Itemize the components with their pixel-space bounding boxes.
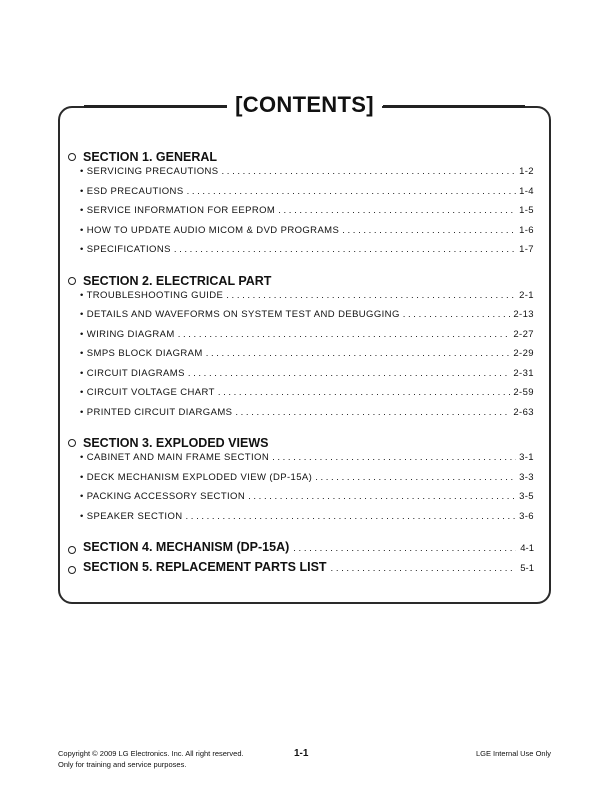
section-heading: [68, 148, 534, 166]
toc-entry-label: • WIRING DIAGRAM: [80, 328, 175, 340]
toc-entry-page: 2-63: [513, 406, 534, 418]
toc-entry-page: 2-13: [513, 309, 534, 320]
toc-entry-page: 1-2: [519, 166, 534, 177]
circle-bullet-icon: [68, 566, 76, 574]
leader-dots: [293, 543, 516, 554]
toc-entry[interactable]: [68, 407, 534, 427]
toc-entry[interactable]: [68, 225, 534, 245]
section-3: [68, 434, 534, 530]
section-heading-text: SECTION 4. MECHANISM (DP-15A): [83, 540, 290, 554]
toc-entry-page: 2-27: [513, 328, 534, 340]
section-heading-text: SECTION 5. REPLACEMENT PARTS LIST: [83, 560, 327, 574]
toc-entry-label: • SERVICING PRECAUTIONS: [80, 166, 219, 177]
toc-section-4[interactable]: [68, 540, 534, 560]
footer-page-number: 1-1: [294, 748, 309, 759]
toc-entry[interactable]: [68, 348, 534, 368]
toc-entry-label: • CIRCUIT DIAGRAMS: [80, 367, 185, 379]
copyright-line-2: Only for training and service purposes.: [58, 760, 187, 769]
toc-entry[interactable]: [68, 452, 534, 472]
toc-entry-page: 1-6: [519, 224, 534, 236]
leader-dots: [278, 205, 516, 216]
toc-entry[interactable]: [68, 472, 534, 492]
toc-entry[interactable]: [68, 491, 534, 511]
toc-entry[interactable]: [68, 290, 534, 310]
contents-list: [68, 140, 534, 580]
toc-entry-page: 1-5: [519, 205, 534, 216]
leader-dots: [188, 368, 511, 379]
circle-bullet-icon: [68, 153, 76, 161]
footer-internal-note: LGE Internal Use Only: [475, 749, 551, 758]
toc-entry-label: • SMPS BLOCK DIAGRAM: [80, 348, 203, 359]
toc-entry-label: • CABINET AND MAIN FRAME SECTION: [80, 452, 270, 463]
toc-entry[interactable]: [68, 368, 534, 388]
leader-dots: [174, 244, 516, 255]
leader-dots: [226, 290, 516, 301]
leader-dots: [186, 511, 517, 522]
toc-entry[interactable]: [68, 329, 534, 349]
toc-entry-label: • SERVICE INFORMATION FOR EEPROM: [80, 205, 276, 216]
toc-entry-label: • CIRCUIT VOLTAGE CHART: [80, 387, 215, 398]
toc-entry-page: 3-1: [519, 452, 534, 463]
toc-entry-page: 3-5: [519, 491, 534, 502]
circle-bullet-icon: [68, 439, 76, 447]
toc-entry-page: 2-31: [513, 367, 534, 379]
page-title: [CONTENTS]: [227, 90, 382, 120]
toc-entry-label: • DECK MECHANISM EXPLODED VIEW (DP-15A): [80, 471, 313, 483]
toc-entry-page: 2-29: [513, 348, 534, 359]
section-heading: [68, 272, 534, 290]
title-wrap: [0, 90, 609, 120]
leader-dots: [235, 407, 510, 418]
leader-dots: [187, 186, 517, 197]
circle-bullet-icon: [68, 277, 76, 285]
toc-entry-page: 2-1: [519, 289, 534, 301]
toc-entry-label: • DETAILS AND WAVEFORMS ON SYSTEM TEST AND DEBUGGING: [80, 309, 400, 320]
toc-entry-label: • SPEAKER SECTION: [80, 510, 183, 522]
toc-entry[interactable]: [68, 166, 534, 186]
toc-entry[interactable]: [68, 244, 534, 264]
toc-entry-page: 3-6: [519, 510, 534, 522]
copyright-line-1: Copyright © 2009 LG Electronics. Inc. All right reserved.: [58, 749, 244, 758]
circle-bullet-icon: [68, 546, 76, 554]
leader-dots: [342, 225, 516, 236]
toc-entry-page: 1-7: [519, 244, 534, 255]
toc-entry[interactable]: [68, 309, 534, 329]
section-heading: [68, 434, 534, 452]
toc-entry[interactable]: [68, 205, 534, 225]
leader-dots: [178, 329, 511, 340]
section-heading-text: SECTION 1. GENERAL: [83, 150, 218, 164]
toc-entry-label: • PACKING ACCESSORY SECTION: [80, 491, 246, 502]
toc-entry-label: • ESD PRECAUTIONS: [80, 185, 184, 197]
toc-entry-page: 3-3: [519, 471, 534, 483]
section-heading-text: SECTION 3. EXPLODED VIEWS: [83, 436, 269, 450]
section-2: [68, 272, 534, 427]
toc-entry-label: • PRINTED CIRCUIT DIARGAMS: [80, 406, 233, 418]
leader-dots: [206, 348, 511, 359]
toc-entry-page: 2-59: [513, 387, 534, 398]
footer-copyright: [58, 748, 278, 770]
toc-entry-page: 5-1: [520, 563, 534, 574]
leader-dots: [315, 472, 516, 483]
section-1: [68, 148, 534, 264]
toc-entry-page: 1-4: [519, 185, 534, 197]
toc-entry[interactable]: [68, 511, 534, 531]
toc-entry-label: • SPECIFICATIONS: [80, 244, 171, 255]
toc-entry-page: 4-1: [520, 543, 534, 554]
toc-entry-label: • TROUBLESHOOTING GUIDE: [80, 289, 224, 301]
leader-dots: [248, 491, 516, 502]
leader-dots: [218, 387, 511, 398]
leader-dots: [272, 452, 516, 463]
leader-dots: [222, 166, 517, 177]
leader-dots: [331, 563, 517, 574]
toc-entry-label: • HOW TO UPDATE AUDIO MICOM & DVD PROGRAMS: [80, 224, 340, 236]
leader-dots: [403, 309, 511, 320]
toc-entry[interactable]: [68, 186, 534, 206]
section-heading-text: SECTION 2. ELECTRICAL PART: [83, 273, 272, 288]
toc-section-5[interactable]: [68, 560, 534, 580]
toc-entry[interactable]: [68, 387, 534, 407]
